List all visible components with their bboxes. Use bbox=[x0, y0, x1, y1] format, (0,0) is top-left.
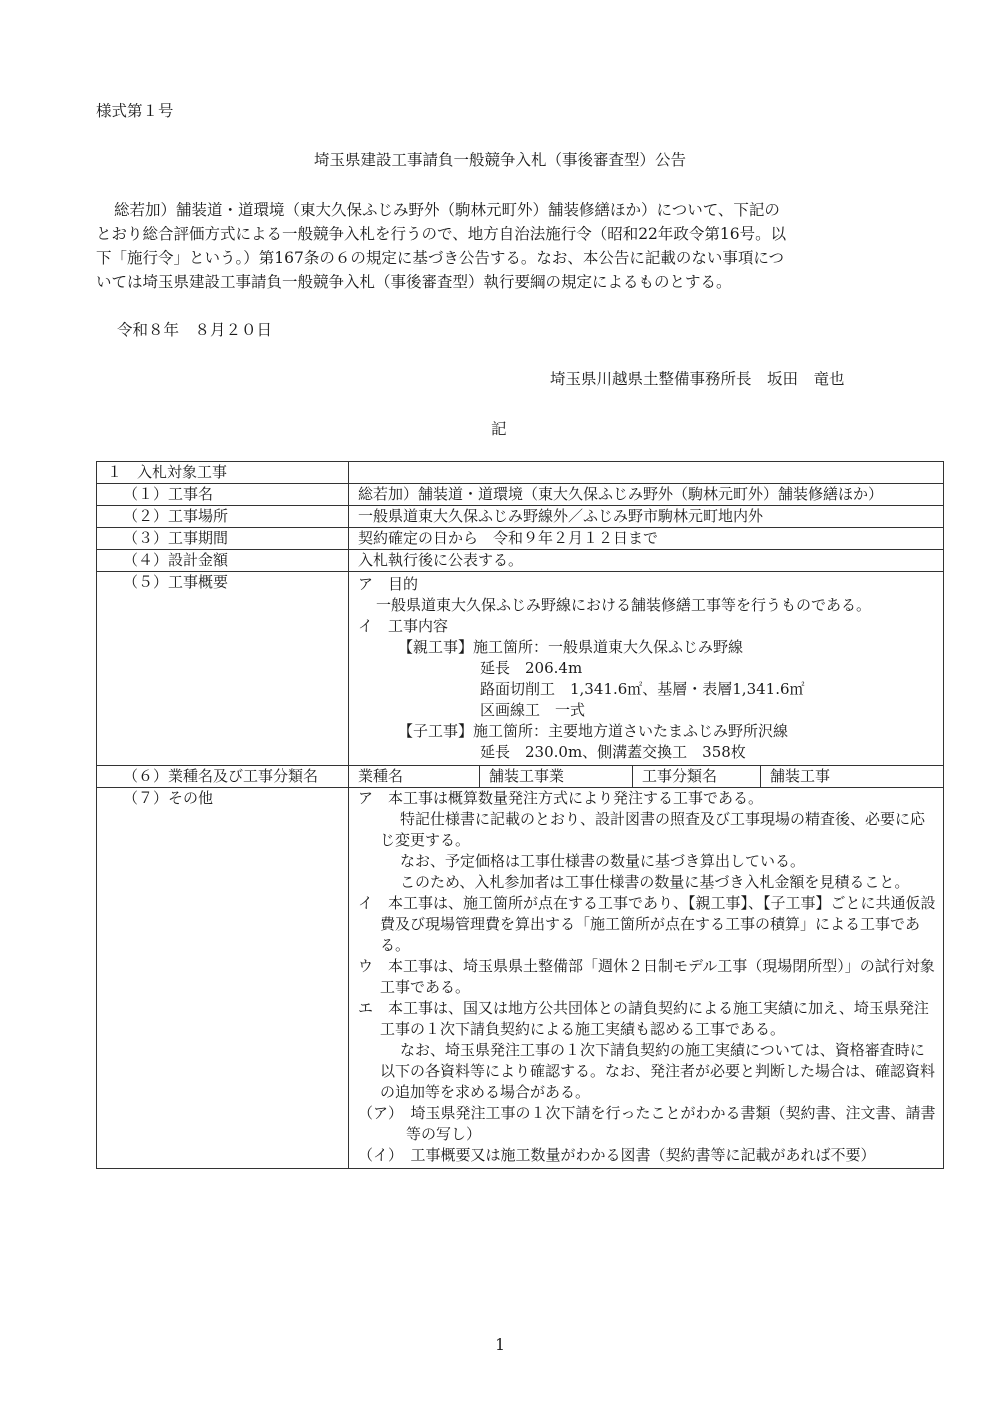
note-a: ア 本工事は概算数量発注方式により発注する工事である。 bbox=[358, 789, 764, 807]
trade-classification bbox=[349, 766, 944, 788]
construction-location: 一般県道東大久保ふじみ野線外／ふじみ野市駒林元町地内外 bbox=[349, 506, 944, 528]
table-row bbox=[97, 572, 944, 766]
row-label: （１）工事名 bbox=[97, 484, 349, 506]
ki-heading: 記 bbox=[491, 420, 507, 438]
child-work: 【子工事】施工箇所：主要地方道さいたまふじみ野所沢線 bbox=[398, 722, 789, 740]
page-number: 1 bbox=[495, 1336, 505, 1354]
child-work-detail: 延長 230.0m、側溝蓋交換工 358枚 bbox=[480, 743, 746, 761]
table-row bbox=[97, 484, 944, 506]
intro-line-4: いては埼玉県建設工事請負一般競争入札（事後審査型）執行要綱の規定によるものとする。 bbox=[96, 273, 732, 291]
work-category-label: 工事分類名 bbox=[633, 766, 761, 787]
section-value bbox=[349, 462, 944, 484]
table-row bbox=[97, 528, 944, 550]
work-category-value: 舗装工事 bbox=[770, 767, 831, 785]
note-e-sub-i: （イ） 工事概要又は施工数量がわかる図書（契約書等に記載があれば不要） bbox=[358, 1146, 876, 1164]
overview-a-body: 一般県道東大久保ふじみ野線における舗装修繕工事等を行うものである。 bbox=[376, 596, 872, 614]
row-label: （６）業種名及び工事分類名 bbox=[97, 766, 349, 788]
parent-work-detail: 路面切削工 1,341.6㎡、基層・表層1,341.6㎡ bbox=[480, 680, 805, 698]
parent-work: 【親工事】施工箇所：一般県道東大久保ふじみ野線 bbox=[398, 638, 744, 656]
row-label: （３）工事期間 bbox=[97, 528, 349, 550]
intro-line-3: 下「施行令」という。）第167条の６の規定に基づき公告する。なお、本公告に記載のない事項につ bbox=[96, 249, 785, 267]
overview-i-heading: イ 工事内容 bbox=[358, 617, 449, 635]
notice-table bbox=[96, 461, 944, 1169]
row-label: （７）その他 bbox=[97, 788, 349, 1169]
parent-work-detail: 延長 206.4m bbox=[480, 659, 583, 677]
table-row bbox=[97, 788, 944, 1169]
row-label: （５）工事概要 bbox=[97, 572, 349, 766]
section-label: １ 入札対象工事 bbox=[97, 462, 349, 484]
table-row bbox=[97, 550, 944, 572]
note-a-paragraph: なお、予定価格は工事仕様書の数量に基づき算出している。 bbox=[400, 852, 806, 870]
note-a-paragraph: 特記仕様書に記載のとおり、設計図書の照査及び工事現場の精査後、必要に応じ変更する。 bbox=[380, 810, 926, 849]
row-label: （２）工事場所 bbox=[97, 506, 349, 528]
issuer: 埼玉県川越県土整備事務所長 坂田 竜也 bbox=[550, 370, 845, 388]
construction-period: 契約確定の日から 令和９年２月１２日まで bbox=[349, 528, 944, 550]
note-u: ウ 本工事は、埼玉県県土整備部「週休２日制モデル工事（現場閉所型）」の試行対象工事である。 bbox=[358, 957, 935, 996]
intro-line-1: 総若加）舗装道・道環境（東大久保ふじみ野外（駒林元町外）舗装修繕ほか）について、下記の bbox=[114, 201, 780, 219]
note-e-sub-a: （ア） 埼玉県発注工事の１次下請を行ったことがわかる書類（契約書、注文書、請書等の写し） bbox=[358, 1104, 936, 1143]
note-a-paragraph: このため、入札参加者は工事仕様書の数量に基づき入札金額を見積ること。 bbox=[400, 873, 910, 891]
overview-a-heading: ア 目的 bbox=[358, 575, 419, 593]
document-title: 埼玉県建設工事請負一般競争入札（事後審査型）公告 bbox=[313, 151, 686, 169]
table-row bbox=[97, 506, 944, 528]
table-row bbox=[97, 766, 944, 788]
trade-name-value: 舗装工事業 bbox=[480, 766, 633, 787]
note-e: エ 本工事は、国又は地方公共団体との請負契約による施工実績に加え、埼玉県発注工事の１次下請負契約による施工実績も認める工事である。 bbox=[358, 999, 929, 1038]
row-label: （４）設計金額 bbox=[97, 550, 349, 572]
note-i: イ 本工事は、施工箇所が点在する工事であり、【親工事】、【子工事】ごとに共通仮設費及び現場管理費を算出する「施工箇所が点在する工事の積算」による工事である。 bbox=[358, 894, 936, 954]
intro-line-2: とおり総合評価方式による一般競争入札を行うので、地方自治法施行令（昭和22年政令第16号。以 bbox=[96, 225, 787, 243]
construction-overview bbox=[349, 572, 944, 766]
parent-work-detail: 区画線工 一式 bbox=[480, 701, 586, 719]
form-number: 様式第１号 bbox=[96, 102, 174, 120]
trade-name-label: 業種名 bbox=[349, 766, 480, 787]
other-notes bbox=[349, 788, 944, 1169]
construction-name: 総若加）舗装道・道環境（東大久保ふじみ野外（駒林元町外）舗装修繕ほか） bbox=[349, 484, 944, 506]
note-e-paragraph: なお、埼玉県発注工事の１次下請負契約の施工実績については、資格審査時に以下の各資料等により確認する。なお、発注者が必要と判断した場合は、確認資料の追加等を求める場合がある。 bbox=[380, 1041, 936, 1101]
table-row bbox=[97, 462, 944, 484]
design-amount: 入札執行後に公表する。 bbox=[349, 550, 944, 572]
announcement-date: 令和８年 ８月２０日 bbox=[117, 321, 273, 339]
